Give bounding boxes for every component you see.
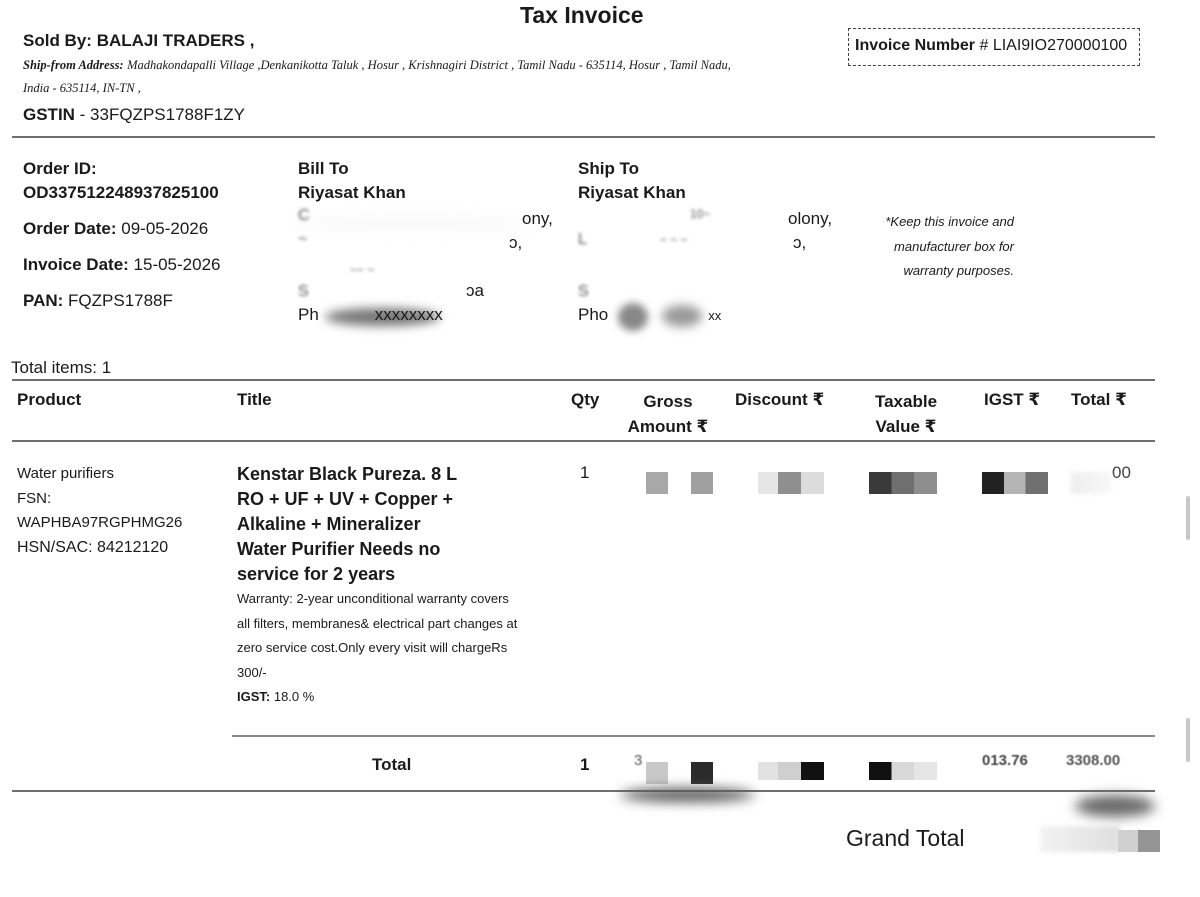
warranty-line1: Warranty: 2-year unconditional warranty covers xyxy=(237,591,509,606)
header-total: Total ₹ xyxy=(1071,390,1127,409)
redaction-smear-left xyxy=(620,788,755,802)
order-date-label: Order Date: xyxy=(23,219,117,238)
grand-total-label: Grand Total xyxy=(846,825,965,851)
sold-by-name: BALAJI TRADERS , xyxy=(96,31,255,50)
total-items: Total items: 1 xyxy=(11,358,112,377)
bill-to-phone-suffix: xxxxxxxx xyxy=(374,305,443,324)
row-total-partial: 00 xyxy=(1112,463,1131,482)
invoice-number-value: # LIAI9IO270000100 xyxy=(975,37,1128,54)
gstin-label: GSTIN xyxy=(23,105,75,124)
total-gross-redacted-2 xyxy=(691,762,713,784)
ship-from-line2: India - 635114, IN-TN , xyxy=(23,81,141,95)
total-row-igst-partial: 013.76 xyxy=(982,752,1028,769)
product-title xyxy=(237,462,537,587)
order-date-value: 09-05-2026 xyxy=(116,219,209,238)
gstin xyxy=(23,105,245,125)
product-title-line2: RO + UF + UV + Copper + xyxy=(237,489,454,509)
total-row-total-partial: 3308.00 xyxy=(1066,752,1121,769)
header-taxable-line1: Taxable xyxy=(874,392,938,411)
sold-by-label: Sold By: xyxy=(23,31,92,50)
table-header-divider xyxy=(12,440,1155,442)
table-top-divider xyxy=(12,379,1155,381)
pan-value: FQZPS1788F xyxy=(63,291,173,310)
warranty-note-line1: *Keep this invoice and xyxy=(885,214,1014,229)
grand-total-redacted-3 xyxy=(1138,830,1160,852)
header-qty: Qty xyxy=(571,390,600,409)
total-row-label: Total xyxy=(372,755,412,774)
order-id-label: Order ID: xyxy=(23,159,97,178)
total-gross-redacted xyxy=(646,762,668,784)
total-row-gross-partial: 3 xyxy=(634,752,643,769)
product-cell xyxy=(17,462,182,560)
product-title-line1: Kenstar Black Pureza. 8 L xyxy=(237,464,458,484)
header-igst: IGST ₹ xyxy=(984,390,1041,409)
scrollbar-thumb[interactable] xyxy=(1186,496,1190,540)
ship-from-line1: Madhakondapalli Village ,Denkanikotta Taluk , Hosur , Krishnagiri District , Tamil Nadu - 635114, Hosur , Tamil Nadu, xyxy=(127,58,731,72)
invoice-title: Tax Invoice xyxy=(520,2,644,28)
invoice-date-value: 15-05-2026 xyxy=(128,255,221,274)
gstin-value: - 33FQZPS1788F1ZY xyxy=(74,105,246,124)
sold-by xyxy=(23,31,254,51)
ship-from-label: Ship-from Address: xyxy=(23,58,124,72)
row-igst-redacted xyxy=(982,472,1048,494)
ship-to-label: Ship To xyxy=(578,159,640,178)
product-warranty xyxy=(237,587,557,710)
total-taxable-redacted xyxy=(869,762,937,780)
product-title-line4: Water Purifier Needs no xyxy=(237,539,441,559)
warranty-note xyxy=(860,210,1014,284)
pan-label: PAN: xyxy=(23,291,64,310)
header-divider xyxy=(12,136,1155,138)
warranty-note-line2: manufacturer box for xyxy=(894,238,1014,254)
igst-rate-label: IGST: xyxy=(237,689,271,704)
header-product: Product xyxy=(17,390,82,409)
warranty-line2: all filters, membranes& electrical part changes at xyxy=(237,615,518,631)
header-title: Title xyxy=(237,390,272,409)
warranty-line4: 300/- xyxy=(237,664,267,680)
product-title-line5: service for 2 years xyxy=(237,564,396,584)
bill-to-phone-prefix: Ph xyxy=(298,305,319,324)
header-gross-amount xyxy=(620,390,716,439)
redaction-smear-right xyxy=(1075,795,1155,817)
bill-to-label: Bill To xyxy=(298,159,349,178)
header-taxable-value xyxy=(858,390,954,439)
hsn-sac: HSN/SAC: 84212120 xyxy=(17,538,169,556)
row-gross-redacted xyxy=(646,472,668,494)
bill-to-phone xyxy=(298,305,443,325)
product-title-line3: Alkaline + Mineralizer xyxy=(237,514,421,534)
bill-to-name: Riyasat Khan xyxy=(298,183,406,202)
bill-to-redacted-address: C ~ S ~~ ~ xyxy=(290,205,560,330)
bill-to-fragment-3: ɔa xyxy=(466,281,484,300)
ship-to-fragment-1: olony, xyxy=(788,209,833,228)
ship-to-fragment-2: ɔ, xyxy=(793,233,807,252)
product-category: Water purifiers xyxy=(17,465,114,482)
order-id-value: OD337512248937825100 xyxy=(23,183,219,202)
total-discount-redacted xyxy=(758,762,824,780)
bill-to-fragment-1: ony, xyxy=(522,209,553,228)
fsn-value: WAPHBA97RGPHMG26 xyxy=(17,514,183,531)
warranty-line3: zero service cost.Only every visit will chargeRs xyxy=(237,640,508,655)
invoice-number-label: Invoice Number xyxy=(855,37,976,54)
invoice-date-label: Invoice Date: xyxy=(23,255,129,274)
igst-rate xyxy=(237,685,557,710)
ship-to-phone-suffix: xx xyxy=(708,308,722,323)
total-row-qty: 1 xyxy=(580,755,590,774)
ship-to-phone-prefix: Pho xyxy=(578,305,609,324)
ship-to-redacted-address: L ~ ~ ~ 10~ S xyxy=(570,205,840,330)
header-discount: Discount ₹ xyxy=(735,390,825,409)
invoice-number-box xyxy=(848,28,1140,66)
fsn-label: FSN: xyxy=(17,489,52,507)
pan xyxy=(23,291,173,311)
scrollbar-thumb-2[interactable] xyxy=(1186,718,1190,762)
ship-to-name: Riyasat Khan xyxy=(578,183,686,202)
row-discount-redacted xyxy=(758,472,824,494)
row-qty: 1 xyxy=(580,463,590,482)
row-gross-redacted-2 xyxy=(691,472,713,494)
header-gross-line1: Gross xyxy=(643,392,693,411)
ship-from-address xyxy=(23,58,731,73)
table-bottom-divider xyxy=(12,790,1155,792)
grand-total-redacted-2 xyxy=(1118,830,1138,852)
grand-total-redacted xyxy=(1040,826,1120,852)
row-total-redacted xyxy=(1071,472,1111,494)
bill-to-fragment-2: ɔ, xyxy=(509,233,523,252)
header-taxable-line2: Value ₹ xyxy=(875,416,937,436)
igst-rate-value: 18.0 % xyxy=(270,689,315,704)
row-taxable-redacted xyxy=(869,472,937,494)
total-row-divider xyxy=(232,735,1155,737)
order-date xyxy=(23,219,208,239)
invoice-date xyxy=(23,255,221,275)
warranty-note-line3: warranty purposes. xyxy=(903,263,1014,278)
header-gross-line2: Amount ₹ xyxy=(627,416,709,436)
ship-to-phone xyxy=(578,305,721,325)
